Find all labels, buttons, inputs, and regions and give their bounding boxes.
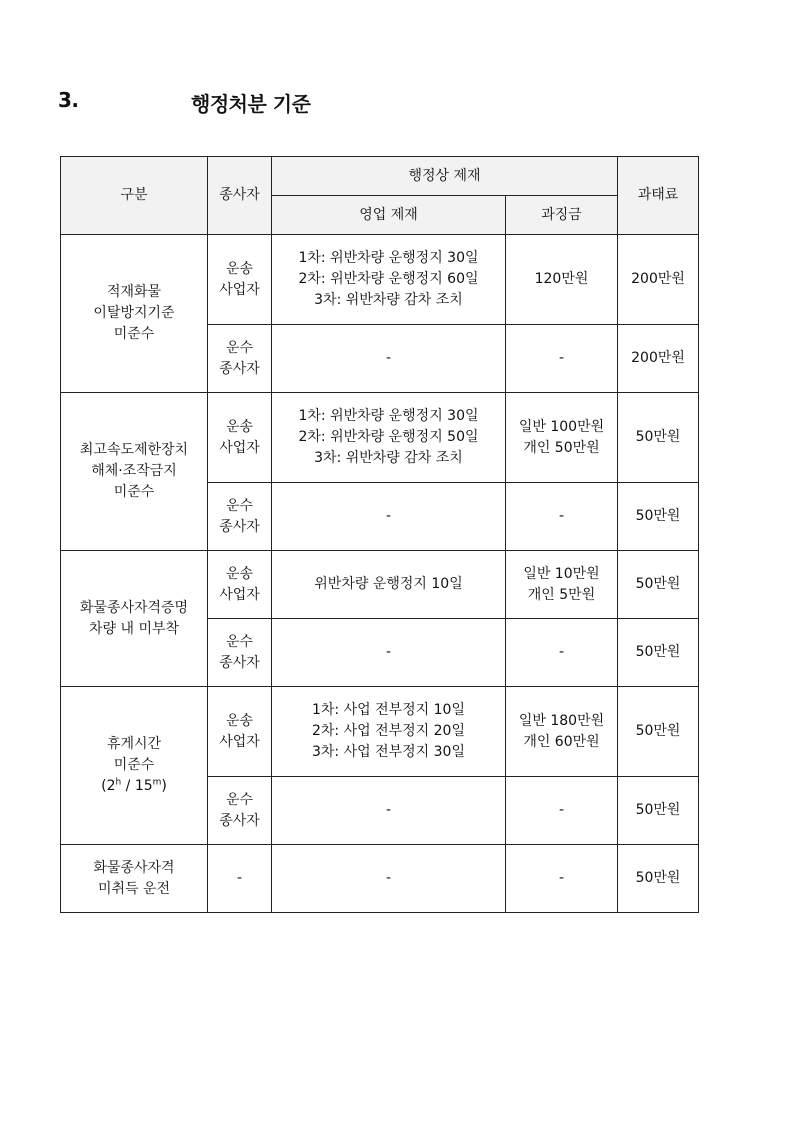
category-cell: 휴게시간 미준수 (2$^h$ / 15$^m$) [61,687,208,845]
fine-cell: 50만원 [618,393,699,483]
fine-cell: 50만원 [618,845,699,913]
table-row [61,687,699,777]
business-sanction-cell: - [272,777,506,845]
fine-cell: 200만원 [618,235,699,325]
surcharge-cell: 일반 100만원 개인 50만원 [506,393,618,483]
fine-cell: 50만원 [618,777,699,845]
header-business-sanction: 영업 제재 [272,196,506,235]
worker-cell: 운수 종사자 [208,483,272,551]
fine-cell: 50만원 [618,483,699,551]
category-cell: 화물종사자격증명 차량 내 미부착 [61,551,208,687]
worker-cell: 운송 사업자 [208,687,272,777]
category-cell: 적재화물 이탈방지기준 미준수 [61,235,208,393]
business-sanction-cell: 1차: 위반차량 운행정지 30일 2차: 위반차량 운행정지 60일 3차: 위반차량 감차 조치 [272,235,506,325]
surcharge-cell: 일반 180만원 개인 60만원 [506,687,618,777]
table-row [61,393,699,483]
fine-cell: 50만원 [618,687,699,777]
fine-cell: 50만원 [618,619,699,687]
worker-cell: 운수 종사자 [208,777,272,845]
section-number: 3. [58,88,79,112]
fine-cell: 200만원 [618,325,699,393]
business-sanction-cell: - [272,619,506,687]
header-admin-sanction: 행정상 제재 [272,157,618,196]
table-row [61,551,699,619]
section-title: 행정처분 기준 [191,92,311,116]
penalty-table [60,156,699,913]
header-worker: 종사자 [208,157,272,235]
worker-cell: 운수 종사자 [208,325,272,393]
surcharge-cell: 120만원 [506,235,618,325]
surcharge-cell: - [506,777,618,845]
business-sanction-cell: 1차: 사업 전부정지 10일 2차: 사업 전부정지 20일 3차: 사업 전부정지 30일 [272,687,506,777]
table-row [61,845,699,913]
worker-cell: - [208,845,272,913]
header-surcharge: 과징금 [506,196,618,235]
surcharge-cell: - [506,619,618,687]
business-sanction-cell: - [272,325,506,393]
category-cell: 최고속도제한장치 해체·조작금지 미준수 [61,393,208,551]
header-fine: 과태료 [618,157,699,235]
business-sanction-cell: - [272,483,506,551]
category-cell: 화물종사자격 미취득 운전 [61,845,208,913]
worker-cell: 운수 종사자 [208,619,272,687]
header-category: 구분 [61,157,208,235]
worker-cell: 운송 사업자 [208,235,272,325]
category-note: (2$^h$ / 15$^m$) [101,777,167,794]
business-sanction-cell: 위반차량 운행정지 10일 [272,551,506,619]
surcharge-cell: - [506,845,618,913]
surcharge-cell: - [506,325,618,393]
surcharge-cell: 일반 10만원 개인 5만원 [506,551,618,619]
business-sanction-cell: 1차: 위반차량 운행정지 30일 2차: 위반차량 운행정지 50일 3차: 위반차량 감차 조치 [272,393,506,483]
worker-cell: 운송 사업자 [208,393,272,483]
worker-cell: 운송 사업자 [208,551,272,619]
surcharge-cell: - [506,483,618,551]
table-row [61,235,699,325]
business-sanction-cell: - [272,845,506,913]
fine-cell: 50만원 [618,551,699,619]
